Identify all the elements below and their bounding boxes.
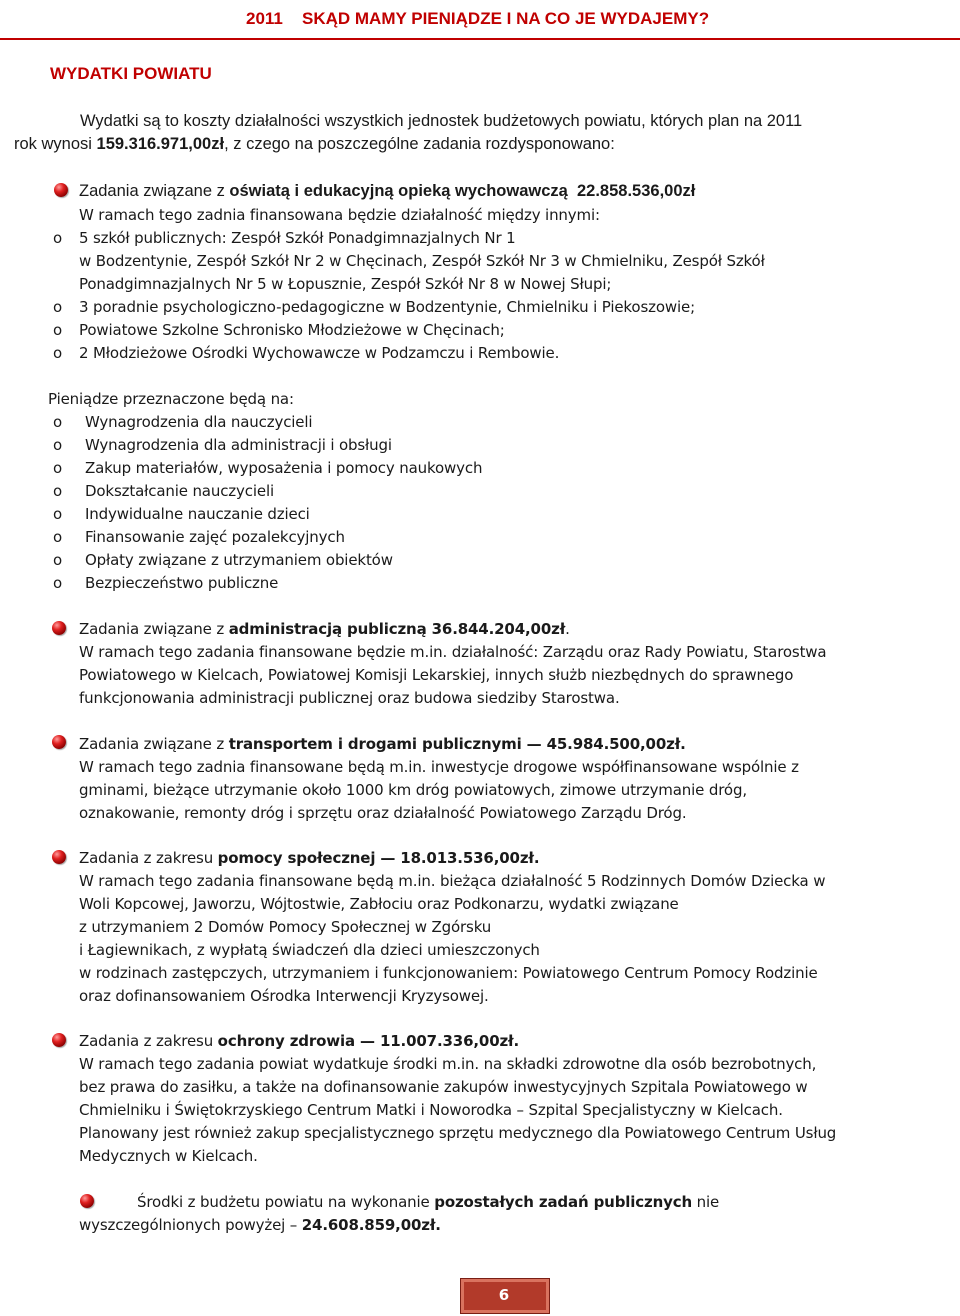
money-item: Indywidualne nauczanie dzieci [85, 505, 310, 523]
health-heading: Zadania z zakresu ochrony zdrowia — 11.007.336,00zł. [79, 1032, 520, 1050]
header-year: 2011 [246, 9, 283, 28]
other-line-2: wyszczególnionych powyżej – 24.608.859,00zł. [79, 1216, 441, 1234]
education-item-1-line-2: w Bodzentynie, Zespół Szkół Nr 2 w Chęcinach, Zespół Szkół Nr 3 w Chmielniku, Zespół Szkół [79, 252, 765, 270]
health-line: W ramach tego zadania powiat wydatkuje środki m.in. na składki zdrowotne dla osób bezrobotnych, [79, 1055, 817, 1073]
list-marker: o [53, 528, 63, 546]
list-marker: o [53, 574, 63, 592]
administration-line: Powiatowego w Kielcach, Powiatowej Komisji Lekarskiej, innych służb niezbędnych do sprawnego [79, 666, 794, 684]
list-marker: o [53, 344, 63, 362]
administration-heading: Zadania związane z administracją publiczną 36.844.204,00zł. [79, 620, 570, 638]
transport-heading: Zadania związane z transportem i drogami publicznymi — 45.984.500,00zł. [79, 735, 686, 753]
intro-line-2: rok wynosi 159.316.971,00zł, z czego na poszczególne zadania rozdysponowano: [14, 135, 615, 153]
health-line: Planowany jest również zakup specjalistycznego sprzętu medycznego dla Powiatowego Centrum Usług [79, 1124, 837, 1142]
health-line: Medycznych w Kielcach. [79, 1147, 258, 1165]
health-line: bez prawa do zasiłku, a także na dofinansowanie zakupów inwestycyjnych Szpitala Powiatowego w [79, 1078, 808, 1096]
education-item-2: 3 poradnie psychologiczno-pedagogiczne w Bodzentynie, Chmielniku i Piekoszowie; [79, 298, 695, 316]
other-line-1: Środki z budżetu powiatu na wykonanie pozostałych zadań publicznych nie [137, 1193, 720, 1211]
list-marker: o [53, 482, 63, 500]
social-line: Woli Kopcowej, Jaworzu, Wójtostwie, Zabłociu oraz Podkonarzu, wydatki związane [79, 895, 679, 913]
bullet-icon [52, 1033, 66, 1047]
header-title: SKĄD MAMY PIENIĄDZE I NA CO JE WYDAJEMY? [302, 9, 710, 28]
list-marker: o [53, 321, 63, 339]
education-item-4: 2 Młodzieżowe Ośrodki Wychowawcze w Podzamczu i Rembowie. [79, 344, 560, 362]
header-divider [0, 38, 960, 40]
social-line: z utrzymaniem 2 Domów Pomocy Społecznej w Zgórsku [79, 918, 492, 936]
list-marker: o [53, 551, 63, 569]
money-item: Zakup materiałów, wyposażenia i pomocy naukowych [85, 459, 483, 477]
bullet-icon [52, 735, 66, 749]
list-marker: o [53, 229, 63, 247]
transport-line: oznakowanie, remonty dróg i sprzętu oraz działalność Powiatowego Zarządu Dróg. [79, 804, 687, 822]
list-marker: o [53, 459, 63, 477]
bullet-icon [52, 621, 66, 635]
money-item: Wynagrodzenia dla nauczycieli [85, 413, 313, 431]
administration-line: W ramach tego zadania finansowane będzie m.in. działalność: Zarządu oraz Rady Powiatu, Starostwa [79, 643, 827, 661]
social-line: w rodzinach zastępczych, utrzymaniem i funkcjonowaniem: Powiatowego Centrum Pomocy Rodzinie [79, 964, 818, 982]
social-line: oraz dofinansowaniem Ośrodka Interwencji Kryzysowej. [79, 987, 489, 1005]
education-item-3: Powiatowe Szkolne Schronisko Młodzieżowe w Chęcinach; [79, 321, 505, 339]
list-marker: o [53, 436, 63, 454]
bullet-icon [80, 1194, 94, 1208]
money-item: Finansowanie zajęć pozalekcyjnych [85, 528, 345, 546]
list-marker: o [53, 298, 63, 316]
money-item: Bezpieczeństwo publiczne [85, 574, 279, 592]
transport-line: gminami, bieżące utrzymanie około 1000 km dróg powiatowych, zimowe utrzymanie dróg, [79, 781, 747, 799]
money-item: Opłaty związane z utrzymaniem obiektów [85, 551, 393, 569]
education-desc: W ramach tego zadnia finansowana będzie działalność między innymi: [79, 206, 600, 224]
money-item: Wynagrodzenia dla administracji i obsługi [85, 436, 392, 454]
list-marker: o [53, 413, 63, 431]
education-item-1-line-1: 5 szkół publicznych: Zespół Szkół Ponadgimnazjalnych Nr 1 [79, 229, 516, 247]
bullet-icon [52, 850, 66, 864]
money-item: Dokształcanie nauczycieli [85, 482, 274, 500]
bullet-icon [54, 183, 68, 197]
money-heading: Pieniądze przeznaczone będą na: [48, 390, 294, 408]
administration-line: funkcjonowania administracji publicznej oraz budowa siedziby Starostwa. [79, 689, 620, 707]
page-number: 6 [498, 1286, 510, 1304]
list-marker: o [53, 505, 63, 523]
intro-line-1: Wydatki są to koszty działalności wszystkich jednostek budżetowych powiatu, których plan na 2011 [80, 112, 803, 130]
health-line: Chmielniku i Świętokrzyskiego Centrum Matki i Noworodka – Szpital Specjalistyczny w Kielcach. [79, 1101, 783, 1119]
social-line: W ramach tego zadania finansowane będą m.in. bieżąca działalność 5 Rodzinnych Domów Dziecka w [79, 872, 826, 890]
social-heading: Zadania z zakresu pomocy społecznej — 18.013.536,00zł. [79, 849, 540, 867]
section-heading: WYDATKI POWIATU [50, 64, 212, 83]
social-line: i Łagiewnikach, z wypłatą świadczeń dla dzieci umieszczonych [79, 941, 540, 959]
transport-line: W ramach tego zadnia finansowane będą m.in. inwestycje drogowe współfinansowane wspólnie z [79, 758, 799, 776]
education-item-1-line-3: Ponadgimnazjalnych Nr 5 w Łopusznie, Zespół Szkół Nr 8 w Nowej Słupi; [79, 275, 612, 293]
education-heading: Zadania związane z oświatą i edukacyjną opieką wychowawczą 22.858.536,00zł [79, 182, 696, 200]
